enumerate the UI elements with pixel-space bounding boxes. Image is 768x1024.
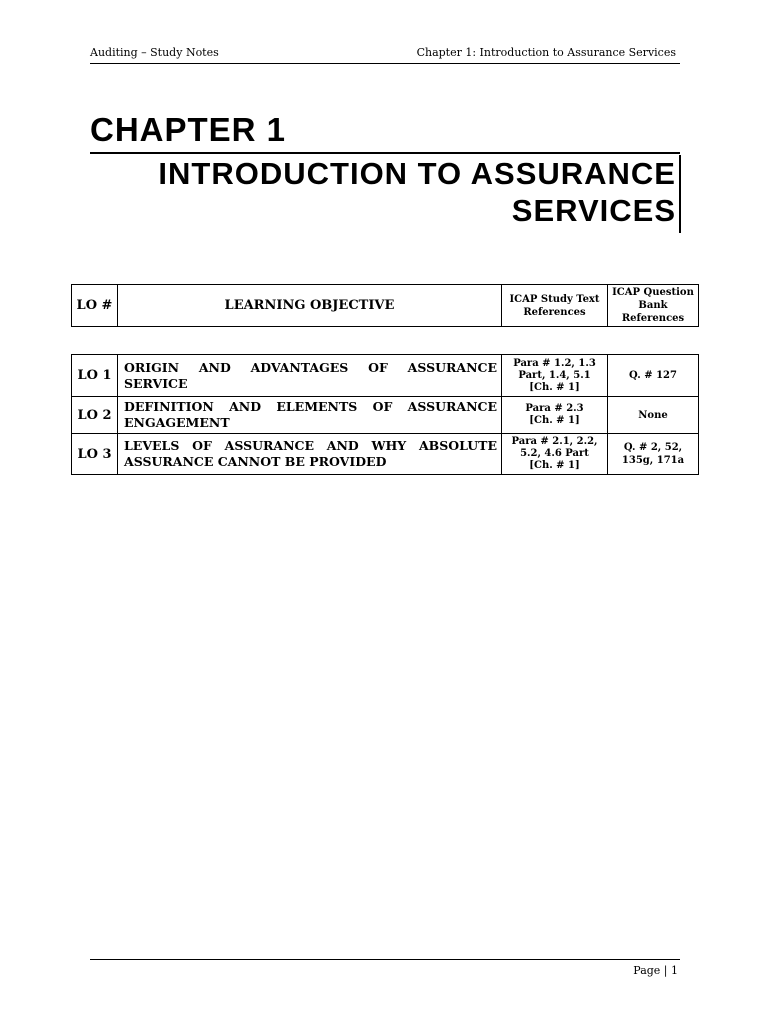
learning-objectives-header-table: [71, 284, 699, 327]
study-text-reference: Para # 1.2, 1.3 Part, 1.4, 5.1 [Ch. # 1]: [502, 355, 608, 397]
learning-objective: ORIGIN AND ADVANTAGES OF ASSURANCE SERVICE: [118, 355, 502, 397]
header-learning-objective: LEARNING OBJECTIVE: [118, 285, 502, 327]
chapter-rule: [90, 152, 680, 154]
running-header: [90, 44, 680, 64]
lo-number: LO 3: [72, 434, 118, 475]
header-study-text-references: ICAP Study Text References: [502, 285, 608, 327]
header-row: [72, 285, 699, 327]
lo-number: LO 1: [72, 355, 118, 397]
table-row: [72, 355, 699, 397]
header-document-title: Auditing – Study Notes: [90, 46, 219, 59]
header-lo-number: LO #: [72, 285, 118, 327]
study-text-reference: Para # 2.1, 2.2, 5.2, 4.6 Part [Ch. # 1]: [502, 434, 608, 475]
chapter-title-line-1: INTRODUCTION TO ASSURANCE: [158, 156, 676, 191]
page-footer: [90, 959, 680, 983]
chapter-title-line-2: SERVICES: [511, 193, 676, 228]
table-row: [72, 397, 699, 434]
question-bank-reference: Q. # 127: [608, 355, 699, 397]
chapter-number: CHAPTER 1: [90, 111, 287, 148]
learning-objective: LEVELS OF ASSURANCE AND WHY ABSOLUTE ASSURANCE CANNOT BE PROVIDED: [118, 434, 502, 475]
lo-number: LO 2: [72, 397, 118, 434]
question-bank-reference: None: [608, 397, 699, 434]
page-number: Page | 1: [633, 964, 678, 977]
chapter-title-block: [90, 155, 681, 233]
table-row: [72, 434, 699, 475]
study-text-reference: Para # 2.3 [Ch. # 1]: [502, 397, 608, 434]
header-chapter-title: Chapter 1: Introduction to Assurance Services: [416, 46, 676, 59]
header-question-bank-references: ICAP Question Bank References: [608, 285, 699, 327]
learning-objectives-table: [71, 354, 699, 475]
question-bank-reference: Q. # 2, 52, 135g, 171a: [608, 434, 699, 475]
learning-objective: DEFINITION AND ELEMENTS OF ASSURANCE ENGAGEMENT: [118, 397, 502, 434]
